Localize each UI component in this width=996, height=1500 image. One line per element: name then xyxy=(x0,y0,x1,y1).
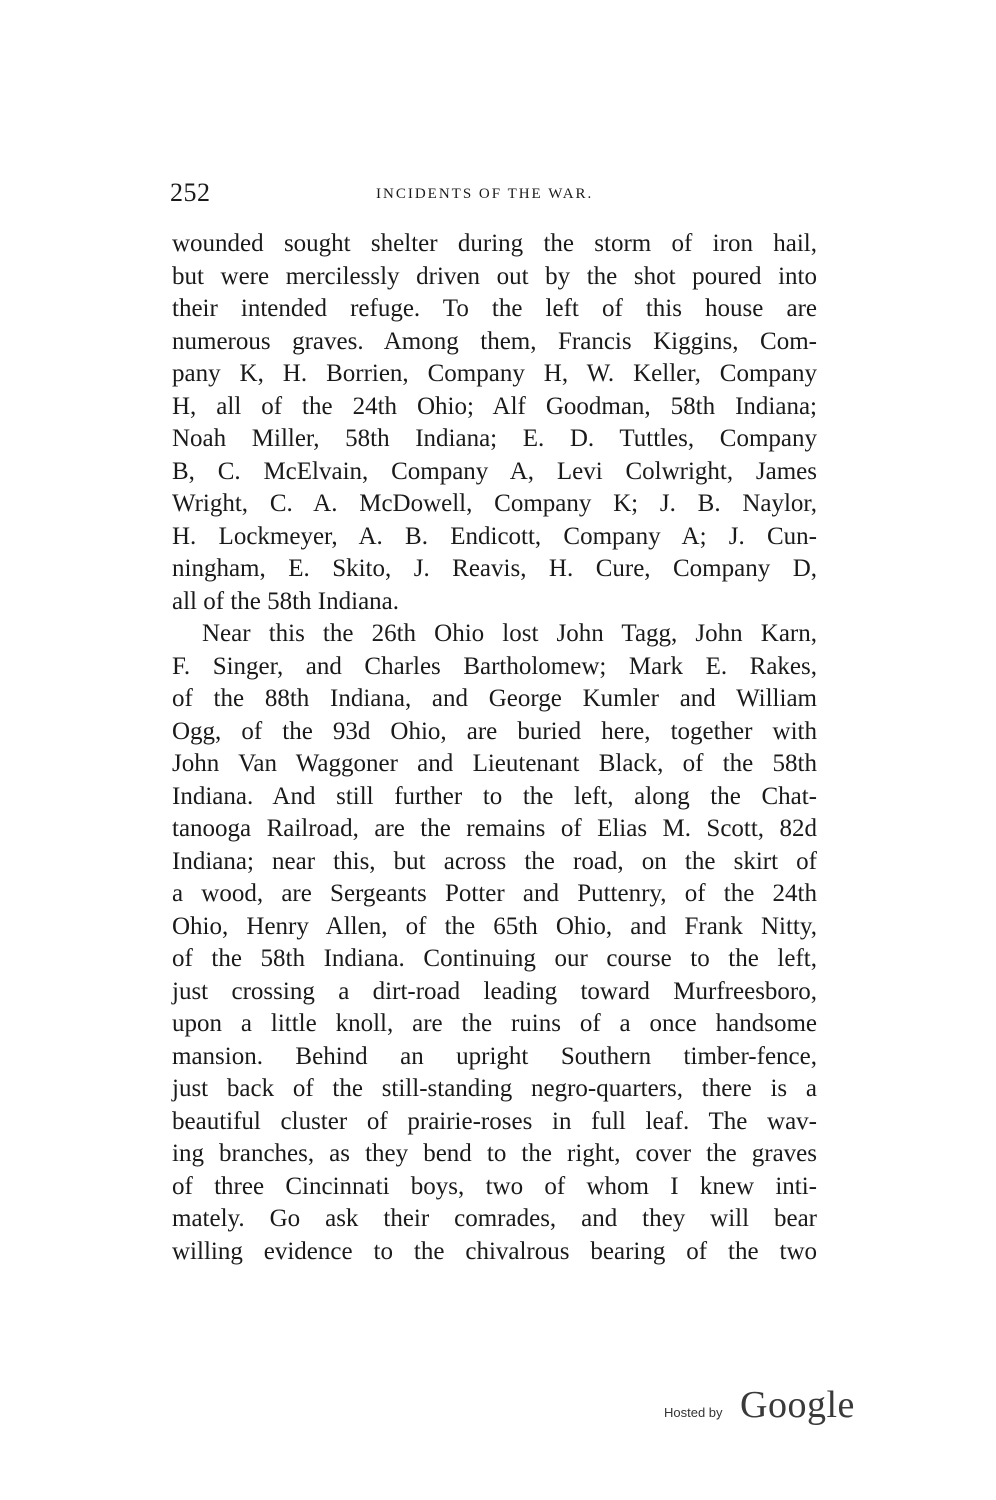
text-line: H. Lockmeyer, A. B. Endicott, Company A; J. Cun- xyxy=(172,522,817,550)
text-line: just back of the still-standing negro-quarters, there is a xyxy=(172,1075,817,1102)
text-line: just crossing a dirt-road leading toward Murfreesboro, xyxy=(172,977,817,1005)
paragraph-end-line: all of the 58th Indiana. xyxy=(172,587,400,615)
text-line: wounded sought shelter during the storm of iron hail, xyxy=(172,230,817,257)
text-line: tanooga Railroad, are the remains of Elias M. Scott, 82d xyxy=(172,815,817,842)
text-line: Ogg, of the 93d Ohio, are buried here, together with xyxy=(172,717,817,745)
text-line: their intended refuge. To the left of this house are xyxy=(172,295,817,322)
text-line: beautiful cluster of prairie-roses in full leaf. The wav- xyxy=(172,1107,817,1135)
text-line: but were mercilessly driven out by the shot poured into xyxy=(172,262,817,290)
text-line: Ohio, Henry Allen, of the 65th Ohio, and Frank Nitty, xyxy=(172,912,817,940)
text-line: of the 58th Indiana. Continuing our course to the left, xyxy=(172,945,817,972)
text-line: ningham, E. Skito, J. Reavis, H. Cure, Company D, xyxy=(172,555,817,582)
text-line: numerous graves. Among them, Francis Kiggins, Com- xyxy=(172,327,817,355)
running-header xyxy=(170,178,820,214)
text-line: pany K, H. Borrien, Company H, W. Keller, Company xyxy=(172,360,817,387)
text-line: a wood, are Sergeants Potter and Puttenry, of the 24th xyxy=(172,880,817,907)
text-line: Indiana. And still further to the left, along the Chat- xyxy=(172,782,817,810)
text-line: ing branches, as they bend to the right, cover the graves xyxy=(172,1140,817,1167)
text-line: Wright, C. A. McDowell, Company K; J. B. Naylor, xyxy=(172,490,817,517)
paragraph-start-line: Near this the 26th Ohio lost John Tagg, John Karn, xyxy=(202,620,817,647)
text-line: H, all of the 24th Ohio; Alf Goodman, 58th Indiana; xyxy=(172,392,817,420)
running-title: INCIDENTS OF THE WAR. xyxy=(376,186,594,202)
page-number: 252 xyxy=(170,178,211,207)
text-line: of the 88th Indiana, and George Kumler and William xyxy=(172,685,817,712)
watermark-prefix: Hosted by xyxy=(664,1405,723,1420)
text-line: Noah Miller, 58th Indiana; E. D. Tuttles, Company xyxy=(172,425,817,452)
text-line: mately. Go ask their comrades, and they will bear xyxy=(172,1205,817,1232)
text-line: John Van Waggoner and Lieutenant Black, of the 58th xyxy=(172,750,817,777)
text-line: of three Cincinnati boys, two of whom I knew inti- xyxy=(172,1172,817,1200)
body-text xyxy=(172,228,817,1268)
google-logo: Google xyxy=(740,1384,855,1426)
text-line: willing evidence to the chivalrous bearing of the two xyxy=(172,1237,817,1265)
text-line: B, C. McElvain, Company A, Levi Colwright, James xyxy=(172,457,817,485)
text-line: mansion. Behind an upright Southern timber-fence, xyxy=(172,1042,817,1070)
hosted-by-watermark xyxy=(664,1383,874,1429)
text-line: Indiana; near this, but across the road, on the skirt of xyxy=(172,847,817,875)
text-line: F. Singer, and Charles Bartholomew; Mark E. Rakes, xyxy=(172,652,817,680)
text-line: upon a little knoll, are the ruins of a once handsome xyxy=(172,1010,817,1037)
